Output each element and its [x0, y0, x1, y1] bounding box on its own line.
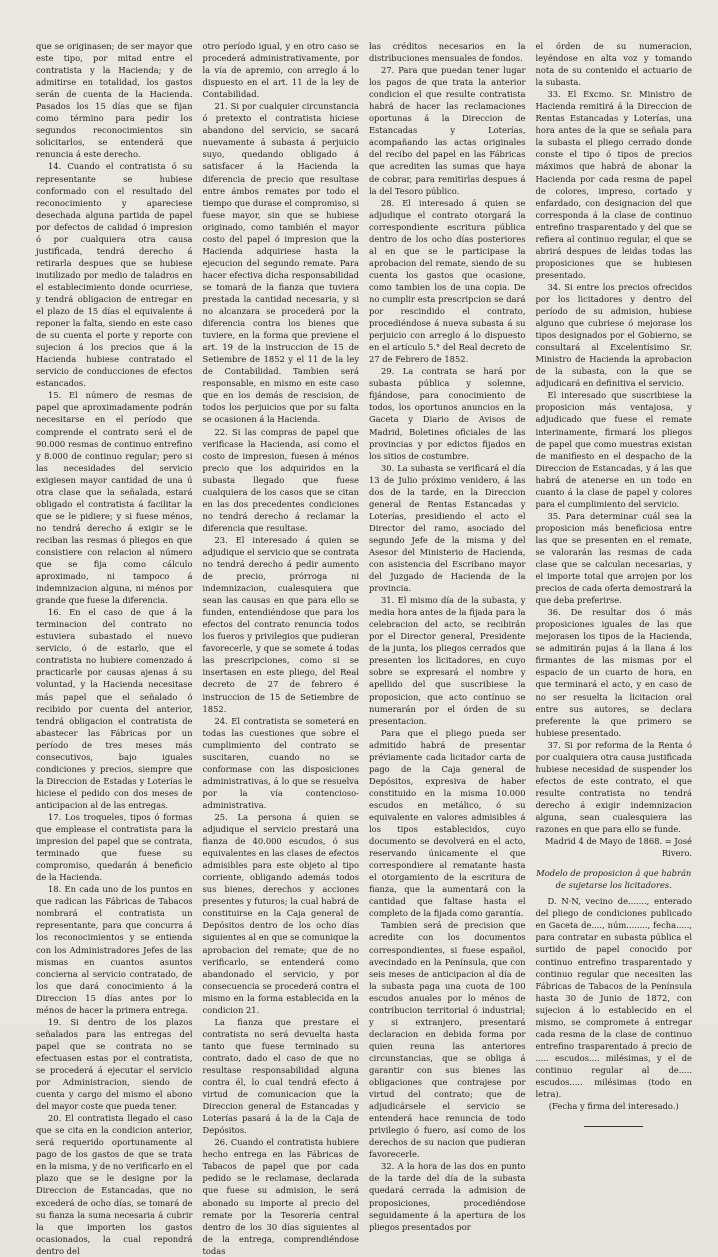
paragraph: La fianza que prestare el contratista no será devuelta hasta tanto que fuese terminado su contrato, dado el caso de que no resultase responsabilidad alguna contra él, lo cual tendrá efecto á virtud de comunicacion que la Direccion general de Estancadas y Loterías pasará á la de la Caja de Depósitos. — [202, 1016, 359, 1136]
paragraph: 32. A la hora de las dos en punto de la tarde del día de la subasta quedará cerrada la admision de proposiciones, procediéndose seguidamente á la apertura de los pliegos presentados por — [369, 1161, 526, 1232]
paragraph: el órden de su numeracion, leyéndose en alta voz y tomando nota de su contenido el actuario de la subasta. — [535, 41, 692, 88]
paragraph: 15. El número de resmas de papel que aproximadamente podrán necesitarse en el período que comprende el contrato será el de 90.000 resmas de continuo entrefino y 8.000 de continuo regular; pero si las necesidades del servicio exigiesen mayor cantidad de una ú otra clase que la señalada, estará obligado el contratista á facilitar la que se le pidiere; y si fuese ménos, no tendrá derecho á exigir se le reciban las resmas ó pliegos en que consistiere con relacion al número que se fija como cálculo aproximado, ni tampoco á indemnizacion alguna, ni ménos por grande que fuese la diferencia. — [36, 390, 193, 606]
paragraph: 20. El contratista llegado el caso que se cita en la condicion anterior, será requerido oportunamente al pago de los gastos de que se trata en la misma, y de no verificarlo en el plazo que se le designe por la Direccion de Estancadas, que no excederá de ocho días, se tomará de su fianza la suma necesaria á cubrir la que importen los gastos ocasionados, la cual repondrá dentro del — [36, 1113, 193, 1256]
paragraph: 34. Si entre los precios ofrecidos por los licitadores y dentro del período de su admision, hubiese alguno que cubriese ó mejorase los tipos designados por el Gobierno, se consultará al Excelentísimo Sr. Ministro de Hacienda la aprobacion de la subasta, con la que se adjudicará en definitiva el servicio. — [535, 281, 692, 389]
paragraph: 18. En cada uno de los puntos en que radican las Fábricas de Tabacos nombrará el contratista un representante, para que concurra á los reconocimientos y se entienda con los Administradores Jefes de las mismas en cuantos asuntos concierna al servicio contratado, de los que dará conocimiento á la Direccion 15 días antes por lo ménos de hacer la primera entrega. — [36, 884, 193, 1015]
paragraph: otro período igual, y en otro caso se procederá administrativamente, por la vía de apremio, con arreglo á lo dispuesto en el art. 11 de la ley de Contabilidad. — [202, 41, 359, 100]
paragraph: D. N·N, vecino de......., enterado del pliego de condiciones publicado en Gaceta de...., núm........, fecha....., para contratar en subasta pública el surtido de papel conocido por continuo entrefino trasparentado y continuo regular que necesiten las Fábricas de Tabacos de la Península hasta 30 de Junio de 1872, con sujecion á lo establecido en el mismo, se compromete á entregar cada resma de la clase de continuo entrefino trasparentado á precio de ..... escudos.... milésimas, y el de continuo regular al de..... escudos..... milésimas (todo en letra). — [535, 896, 692, 1100]
paragraph: 23. El interesado á quien se adjudique el servicio que se contrata no tendrá derecho á pedir aumento de precio, prórroga ni indemnizacion, cualesquiera que sean las causas en que para ello se funden, entendiéndose que para los efectos del contrato renuncia todos los fueros y privilegios que pudieran favorecerle, y que se somete á todas las prescripciones, como si se insertasen en este pliego, del Real decreto de 27 de febrero é instruccion de 15 de Setiembre de 1852. — [202, 534, 359, 714]
paragraph: 24. El contratista se someterá en todas las cuestiones que sobre el cumplimiento del contrato se suscitaren, cuando no se conformase con las disposiciones administrativas, á lo que se resuelva por la vía contencioso-administrativa. — [202, 715, 359, 810]
paragraph: Para que el pliego pueda ser admitido habrá de presentar préviamente cada licitador carta de pago de la Caja general de Depósitos, expresiva de haber constituido en la misma 10.000 escudos en metálico, ó su equivalente en valores admisibles á los tipos establecidos, cuyo documento se devolverá en el acto, reservando únicamente el que correspondiere al rematante hasta el otorgamiento de la escritura de fianza, que la aumentará con la cantidad que faltase hasta el completo de la fijada como garantía. — [369, 727, 526, 919]
paragraph: 28. El interesado á quien se adjudique el contrato otorgará la correspondiente escritura pública dentro de los ocho días posteriores al en que se le participase la aprobacion del remate, siendo de su cuenta los gastos que ocasione, como tambien los de una copia. De no cumplir esta prescripcion se dará por rescindido el contrato, procediéndose á nueva subasta á su perjuicio con arreglo á lo dispuesto en el artículo 5.° del Real decreto de 27 de Febrero de 1852. — [369, 197, 526, 365]
paragraph: 25. La persona á quien se adjudique el servicio prestará una fianza de 40.000 escudos, ó sus equivalentes en las clases de efectos admisibles para este objeto al tipo corriente, obligando además todos sus bienes, derechos y acciones presentes y futuros; la cual habrá de constituirse en la Caja general de Depósitos dentro de los ocho días siguientes al en que se comunique la aprobacion del remate; que de no verificarlo, se entenderá como abandonado el servicio, y por consecuencia se procederá contra el mismo en la forma establecida en la condicion 21. — [202, 812, 359, 1015]
signature-line: Madrid 4 de Mayo de 1868. = José Rivero. — [544, 836, 692, 859]
closing-rule — [584, 1126, 643, 1127]
column-3 — [369, 40, 526, 1232]
paragraph: 27. Para que puedan tener lugar los pagos de que trata la anterior condicion el que resulte contratista habrá de hacer las reclamaciones oportunas á la Direccion de Estancadas y Loterías, acompañando las actas originales del recibo del papel en las Fábricas que acrediten las sumas que haya de cobrar, para remitirlas despues á la del Tesoro público. — [369, 65, 526, 196]
paragraph: que se originasen; de ser mayor que este tipo, por mitad entre el contratista y la Hacienda; y de admitirse en totalidad, los gastos serán de cuenta de la Hacienda. Pasados los 15 días que se fijan como término para pedir los segundos reconocimientos sin solicitarlos, se entenderá que renuncia á este derecho. — [36, 41, 193, 160]
paragraph: las créditos necesarios en la distribuciones mensuales de fondos. — [369, 41, 526, 64]
paragraph: 35. Para determinar cuál sea la proposicion más beneficiosa entre las que se presenten en el remate, se valorarán las resmas de cada clase que se calculan necesarias, y el importe total que arrojen por los precios de cada oferta demostrará la que deba preferirse. — [535, 510, 692, 606]
text-columns — [36, 40, 692, 1256]
paragraph: 14. Cuando el contratista ó su representante se hubiese conformado con el resultado del reconocimiento y apareciese desechada alguna partida de papel por defectos de calidad ó impresion ó por cualquiera otra causa justificada, tendrá derecho á retirarla despues que se hubiese inutilizado por medio de taladros en el establecimiento donde ocurriese, y tendrá obligacion de entregar en el plazo de 15 días el equivalente á reponer la falta, siendo en este caso de su cuenta el porte y reporte con sujecion á los precios que á la Hacienda hubiese contratado el servicio de conducciones de efectos estancados. — [36, 161, 193, 389]
paragraph: 36. De resultar dos ó más proposiciones iguales de las que mejorasen los tipos de la Hacienda, se admitirán pujas á la llana á los firmantes de las mismas por el espacio de un cuarto de hora, en que terminará el acto, y en caso de no ser resuelta la licitacion oral entre sus autores, se declara preferente la que primero se hubiese presentado. — [535, 607, 692, 738]
paragraph: 21. Si por cualquier circunstancia ó pretexto el contratista hiciese abandono del servicio, se sacará nuevamente á subasta á perjuicio suyo, quedando obligado á satisfacer á la Hacienda la diferencia de precio que resultase entre ámbos remates por todo el tiempo que durase el compromiso, si fuese mayor, sin que se hubiese originado, como también el mayor costo del papel ó impresion que la Hacienda adquiriese hasta la ejecucion del segundo remate. Para hacer efectiva dicha responsabilidad se tomará de la fianza que tuviera prestada la cantidad necesaria, y si no alcanzara se procederá por la diferencia contra los bienes que tuviere, en la forma que previene el art. 19 de la instruccion de 15 de Setiembre de 1852 y el 11 de la ley de Contabilidad. Tambien será responsable, en mismo en este caso que en los demás de rescision, de todos los perjuicios que por su falta se ocasionen á la Hacienda. — [202, 101, 359, 425]
paragraph: 19. Si dentro de los plazos señalados para las entregas del papel que se contrata no se efectuasen estas por el contratista, se procederá á ejecutar el servicio por Administracion, siendo de cuenta y cargo del mismo el abono del mayor coste que pueda tener. — [36, 1016, 193, 1112]
paragraph: 22. Si las compras de papel que verificase la Hacienda, así como el costo de impresion, fuesen á ménos precio que los adquiridos en la subasta llegado que fuese cualquiera de los casos que se citan en las dos precedentes condiciones no tendrá derecho á reclamar la diferencia que resultase. — [202, 426, 359, 533]
paragraph: 37. Si por reforma de la Renta ó por cualquiera otra causa justificada hubiese necesidad de suspender los efectos de este contrato, el que resulte contratista no tendrá derecho á exigir indemnizacion alguna, sean cualesquiera las razones en que para ello se funde. — [535, 739, 692, 835]
paragraph: 31. El mismo día de la subasta, y media hora antes de la fijada para la celebracion del acto, se recibirán por el Director general, Presidente de la junta, los pliegos cerrados que presenten los licitadores, en cuyo sobre se expresará el nombre y apellido del que suscribiese la proposicion, que acto contínuo se numerarán por el órden de su presentacion. — [369, 595, 526, 726]
paragraph: 26. Cuando el contratista hubiere hecho entrega en las Fábricas de Tabacos de papel que por cada pedido se le reclamase, declarada que fuese su admision, le será abonado su importe al precio del remate por la Tesorería central dentro de los 30 días siguientes al de la entrega, comprendiéndose todas — [202, 1137, 359, 1256]
column-1 — [36, 40, 193, 1256]
column-4 — [535, 40, 693, 1112]
section-title: Modelo de proposicion á que habrán de sujetarse los licitadores. — [536, 868, 692, 891]
column-2 — [202, 40, 360, 1256]
paragraph: (Fecha y firma del interesado.) — [548, 1101, 679, 1112]
paragraph: El interesado que suscribiese la proposicion más ventajosa, y adjudicado que fuese el remate interinamente, firmará los pliegos de papel que como muestras existan de manifiesto en el despacho de la Direccion de Estancadas, y á las que habrá de atenerse en un todo en cuanto á la clase de papel y colores para el cumplimiento del servicio. — [535, 390, 692, 509]
paragraph: 17. Los troqueles, tipos ó formas que emplease el contratista para la impresion del papel que se contrata, terminado que fuese su compromiso, quedarán á beneficio de la Hacienda. — [36, 812, 193, 883]
paragraph: 33. El Excmo. Sr. Ministro de Hacienda remitirá á la Direccion de Rentas Estancadas y Loterías, una hora antes de la que se señala para la subasta el pliego cerrado donde conste el tipo ó tipos de precios máximos que habrá de abonar la Hacienda por cada resma de papel de colores, impreso, cortado y enfardado, con designacion del que corresponda á la clase de continuo entrefino trasparentado y del que se refiera al continuo regular, el que se abrirá despues de leidas todas las proposiciones que se hubiesen presentado. — [535, 89, 692, 280]
paragraph: Tambien será de precision que acredite con los documentos correspondientes, si fuese español, avecindado en la Península, que con seis meses de anticipacion al día de la subasta paga una cuota de 100 escudos anuales por lo ménos de contribucion territorial ó industrial; y si extranjero, presentará declaracion en debida forma por quien reuna las anteriores circunstancias, que se obliga á garantir con sus bienes las obligaciones que contrajese por virtud del contrato; que de adjudicársele el servicio se entenderá hace renuncia de todo privilegio ó fuero, así como de los derechos de su nacion que pudieran favorecerle. — [369, 920, 526, 1160]
paragraph: 16. En el caso de que á la terminacion del contrato no estuviera subastado el nuevo servicio, ó de estarlo, que el contratista no hubiere comenzado á practicarle por causas ajenas á su voluntad, y la Hacienda necesitase más papel que el señalado ó recibido por cuenta del anterior, tendrá obligacion el contratista de abastecer las Fábricas por un período de tres meses más consecutivos, bajo iguales condiciones y precios, siempre que la Direccion de Estadas y Loterías le hiciese el pedido con dos meses de anticipacion al de las entregas. — [36, 607, 193, 810]
paragraph: 29. La contrata se hará por subasta pública y solemne, fijándose, para conocimiento de todos, los oportunos anuncios en la Gaceta y Diario de Avisos de Madrid, Boletines oficiales de las provincias y por edictos fijados en los sitios de costumbre. — [369, 366, 526, 461]
paragraph: 30. La subasta se verificará el día 13 de Julio próximo venidero, á las dos de la tarde, en la Direccion general de Rentas Estancadas y Loterías, presidiendo el acto el Director del ramo, asociado del segundo Jefe de la misma y del Asesor del Ministerio de Hacienda, con asistencia del Escribano mayor del Juzgado de Hacienda de la provincia. — [369, 462, 526, 594]
